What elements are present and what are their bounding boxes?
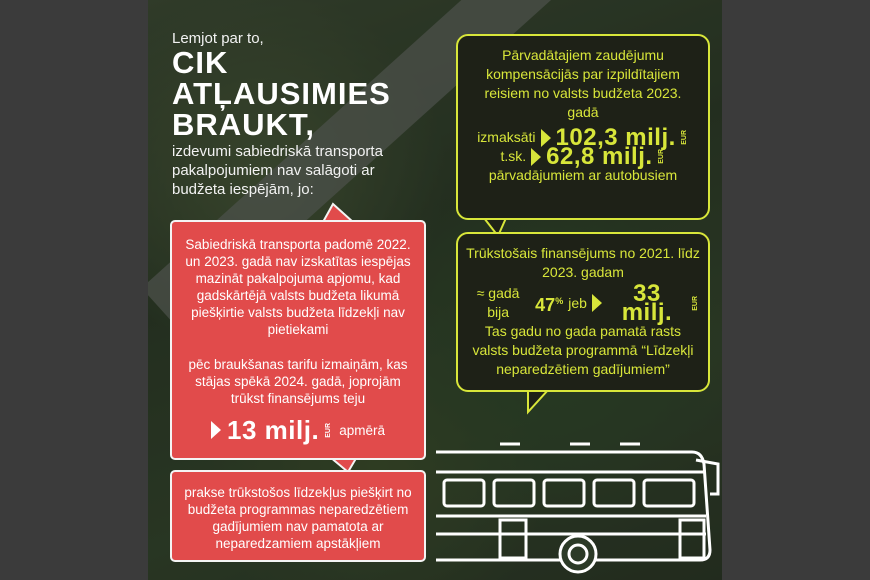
yellow-box-2-intro: Trūkstošais finansējums no 2021. līdz 2023. gadam bbox=[466, 245, 700, 280]
red-box-1-paragraph-2: pēc braukšanas tarifu izmaiņām, kas stājas spēkā 2024. gadā, joprojām trūkst finansējums teju bbox=[188, 357, 408, 406]
percent-row bbox=[466, 280, 700, 326]
right-margin bbox=[722, 0, 870, 580]
currency-label: EUR bbox=[680, 130, 688, 145]
yellow-info-box-1 bbox=[456, 34, 710, 220]
headline-line-1: CIK bbox=[172, 45, 229, 80]
yellow-box-1-intro: Pārvadātajiem zaudējumu kompensācijās par izpildītajiem reisiem no valsts budžeta 2023. gadā bbox=[484, 47, 682, 120]
triangle-arrow-icon bbox=[592, 294, 602, 312]
percent-value bbox=[535, 292, 563, 315]
currency-label: EUR bbox=[325, 422, 333, 438]
paid-amount: 102,3 milj. bbox=[555, 124, 676, 151]
red-info-box-1 bbox=[170, 220, 426, 460]
intro-lead: Lemjot par to, bbox=[172, 30, 264, 47]
triangle-arrow-icon bbox=[531, 148, 541, 166]
headline-line-3: BRAUKT, bbox=[172, 107, 316, 142]
infographic-poster bbox=[148, 0, 722, 580]
currency-label: EUR bbox=[657, 149, 665, 164]
left-margin bbox=[0, 0, 148, 580]
headline-line-2: ATĻAUSIMIES bbox=[172, 76, 391, 111]
yellow-info-box-2 bbox=[456, 232, 710, 392]
percent-number: 47 bbox=[535, 294, 556, 315]
bus-row bbox=[468, 143, 698, 170]
paid-label: izmaksāti bbox=[477, 129, 536, 145]
triangle-arrow-icon bbox=[211, 421, 221, 439]
red-box-1-amount-row bbox=[182, 414, 414, 445]
bus-amount: 62,8 milj. bbox=[546, 143, 653, 170]
approx-label: ≈ gadā bija bbox=[476, 285, 520, 320]
red-box-1-paragraph-1: Sabiedriskā transporta padomē 2022. un 2023. gadā nav izskatītas iespējas mazināt pakalpojuma apjomu, kad gadskārtējā valsts budžeta likumā piešķirtie valsts budžeta līdzekļi nav pietiekami bbox=[185, 237, 411, 337]
bus-icon bbox=[430, 430, 720, 580]
currency-label: EUR bbox=[692, 295, 699, 311]
yellow-box-2-tail bbox=[528, 390, 548, 412]
red-info-box-2 bbox=[170, 470, 426, 562]
incl-label: t.sk. bbox=[500, 148, 527, 164]
annual-shortfall-amount: 33 milj. bbox=[621, 280, 673, 326]
or-label: jeb bbox=[568, 294, 587, 311]
bus-label: pārvadājumiem ar autobusiem bbox=[488, 167, 678, 183]
yellow-box-2-note: Tas gadu no gada pamatā rasts valsts budžeta programmā “Līdzekļi neparedzētiem gadījumiem” bbox=[472, 323, 694, 377]
shortfall-amount: 13 milj. bbox=[227, 414, 320, 445]
red-box-2-text: prakse trūkstošos līdzekļus piešķirt no budžeta programmas neparedzētiem gadījumiem nav pamatota ar neparedzamiem apstākļiem bbox=[184, 485, 412, 551]
amount-suffix: apmērā bbox=[339, 422, 385, 438]
percent-sign: % bbox=[555, 295, 564, 306]
intro-subtext: izdevumi sabiedriskā transporta pakalpojumiem nav salāgoti ar budžeta iespējām, jo: bbox=[172, 143, 383, 198]
